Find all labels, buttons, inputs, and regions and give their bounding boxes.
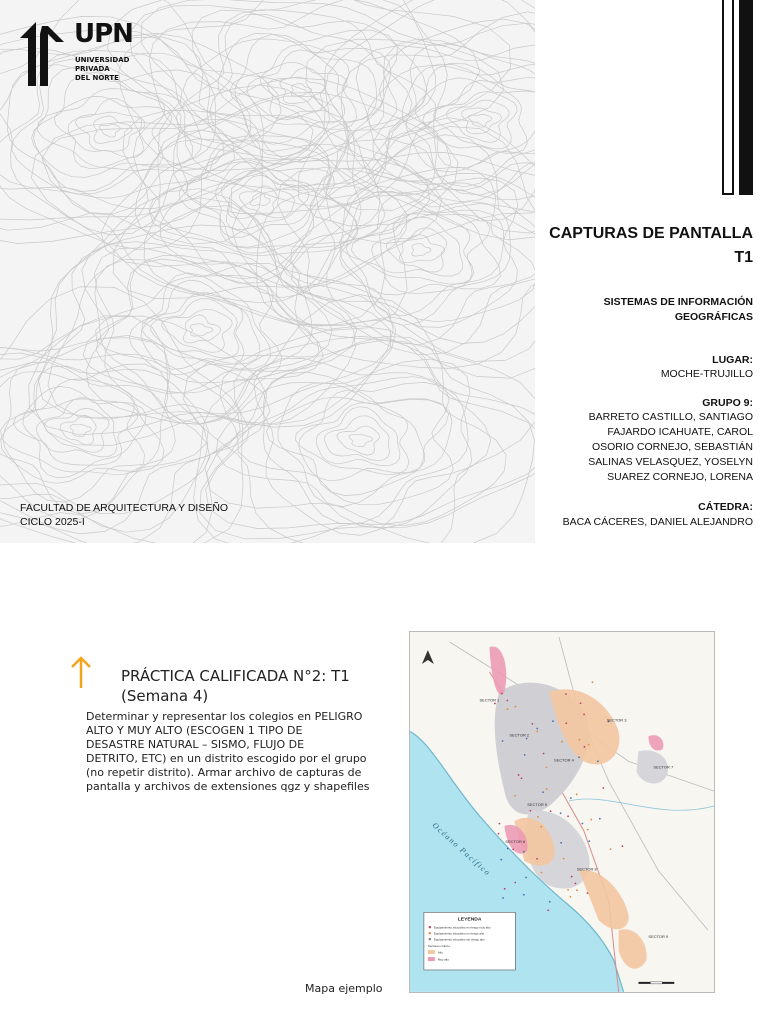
- contour-line: [206, 336, 535, 528]
- school-point: [537, 816, 539, 818]
- map-legend: [424, 912, 515, 970]
- course-name: [604, 295, 753, 325]
- cover-panel: [0, 0, 535, 543]
- catedra-value: BACA CÁCERES, DANIEL ALEJANDRO: [562, 516, 753, 528]
- school-point: [530, 810, 532, 812]
- school-point: [599, 818, 601, 820]
- practice-instructions: [86, 710, 388, 794]
- school-point: [546, 788, 548, 790]
- school-point: [523, 851, 525, 853]
- contour-line: [316, 168, 535, 345]
- school-point: [580, 702, 582, 704]
- school-point: [532, 723, 534, 725]
- school-point: [502, 740, 504, 742]
- contour-line: [337, 426, 380, 455]
- contour-line: [280, 77, 325, 103]
- contour-line: [316, 407, 400, 466]
- ocean-label: Océano Pacífico: [430, 820, 493, 878]
- contour-line: [108, 0, 511, 213]
- school-point: [592, 681, 594, 683]
- sector-label: SECTOR 6: [505, 838, 526, 844]
- instruction-line: ALTO Y MUY ALTO (ESCOGEN 1 TIPO DE: [86, 724, 303, 737]
- school-point: [506, 700, 508, 702]
- contour-line: [141, 280, 260, 369]
- school-point: [561, 741, 563, 743]
- sector-label: SECTOR 7: [653, 764, 674, 770]
- contour-line: [372, 217, 463, 276]
- school-point: [622, 845, 624, 847]
- school-point: [576, 793, 578, 795]
- contour-line: [412, 244, 431, 257]
- arrow-up-icon: [70, 655, 92, 689]
- practice-title-line-1: PRÁCTICA CALIFICADA N°2: T1: [121, 667, 350, 685]
- legend-title: LEYENDA: [457, 917, 482, 923]
- school-point: [514, 795, 516, 797]
- school-point: [507, 708, 509, 710]
- school-point: [567, 889, 569, 891]
- scale-bar: [638, 982, 674, 984]
- contour-line: [183, 315, 221, 343]
- instruction-line: pantalla y archivos de extensiones qgz y shapefiles: [86, 780, 370, 793]
- practice-title: [121, 666, 350, 706]
- school-point: [602, 787, 604, 789]
- contour-line: [54, 97, 172, 169]
- school-point: [526, 738, 528, 740]
- contour-line: [0, 353, 208, 519]
- instruction-line: DESASTRE NATURAL – SISMO, FLUJO DE: [86, 738, 305, 751]
- decorative-bar-solid: [739, 0, 753, 195]
- legend-item: Sectores críticos: [427, 944, 450, 949]
- contour-line: [325, 416, 390, 461]
- cycle: CICLO 2025-I: [20, 516, 85, 528]
- school-point: [590, 819, 592, 821]
- sector-label: SECTOR 2: [509, 732, 530, 738]
- school-point: [524, 754, 526, 756]
- school-point: [541, 872, 543, 874]
- upn-arrow-icon: [18, 20, 70, 86]
- school-point: [521, 777, 523, 779]
- school-point: [546, 766, 548, 768]
- contour-line: [385, 44, 535, 191]
- school-point: [494, 703, 496, 705]
- school-point: [501, 693, 503, 695]
- contour-line: [95, 259, 312, 423]
- instruction-line: DETRITO, ETC) en un distrito escogido por el grupo: [86, 752, 367, 765]
- logo-line-2: PRIVADA: [75, 65, 110, 73]
- school-point: [597, 760, 599, 762]
- course-line-2: GEOGRÁFICAS: [674, 311, 753, 323]
- logo-wordmark: UPN: [74, 19, 133, 49]
- school-point: [502, 897, 504, 899]
- map-caption: Mapa ejemplo: [305, 982, 383, 995]
- title-line-1: CAPTURAS DE PANTALLA: [549, 225, 753, 242]
- contour-line: [190, 324, 213, 336]
- school-point: [563, 858, 565, 860]
- school-point: [588, 744, 590, 746]
- sector-label: SECTOR 9: [648, 934, 669, 940]
- course-line-1: SISTEMAS DE INFORMACIÓN: [603, 296, 753, 308]
- school-point: [578, 756, 580, 758]
- school-point: [581, 823, 583, 825]
- contour-line: [218, 34, 391, 157]
- school-point: [525, 877, 527, 879]
- legend-item: Equipamiento educativo en riesgo muy alto: [433, 925, 491, 930]
- school-point: [588, 840, 590, 842]
- logo-subtitle: [75, 56, 145, 83]
- school-point: [587, 892, 589, 894]
- school-point: [549, 901, 551, 903]
- school-point: [515, 706, 517, 708]
- school-point: [571, 876, 573, 878]
- school-point: [540, 826, 542, 828]
- school-point: [542, 791, 544, 793]
- sector-label: SECTOR 1: [479, 697, 500, 703]
- contour-line: [1, 379, 145, 475]
- instruction-line: (no repetir distrito). Armar archivo de capturas de: [86, 766, 362, 779]
- sector-label: SECTOR 8: [576, 866, 597, 872]
- school-point: [550, 810, 552, 812]
- legend-item: Equipamiento educativo sin riesgo alto: [433, 937, 485, 942]
- contour-line: [399, 235, 444, 263]
- contour-line: [340, 186, 510, 326]
- school-point: [552, 720, 554, 722]
- contour-line: [386, 228, 447, 272]
- contour-line: [239, 186, 277, 215]
- member: OSORIO CORNEJO, SEBASTIÁN: [591, 441, 753, 453]
- school-point: [575, 883, 577, 885]
- contour-line: [232, 118, 535, 379]
- school-point: [498, 833, 500, 835]
- school-point: [499, 823, 501, 825]
- school-point: [514, 882, 516, 884]
- decorative-bar-outline: [722, 0, 734, 195]
- contour-line: [23, 387, 146, 478]
- contour-line: [162, 309, 233, 352]
- title-line-2: T1: [734, 249, 753, 266]
- member: SALINAS VELASQUEZ, YOSELYN: [588, 456, 753, 468]
- school-point: [565, 722, 567, 724]
- member-list: [588, 410, 753, 485]
- contour-line: [468, 114, 492, 127]
- school-point: [504, 888, 506, 890]
- contour-line: [267, 68, 326, 112]
- faculty-block: [20, 501, 228, 529]
- school-point: [512, 848, 514, 850]
- practice-title-line-2: (Semana 4): [121, 687, 209, 705]
- contour-line: [100, 124, 121, 137]
- member: SUAREZ CORNEJO, LORENA: [607, 471, 753, 483]
- school-point: [584, 746, 586, 748]
- school-point: [579, 739, 581, 741]
- school-point: [570, 797, 572, 799]
- school-point: [565, 693, 567, 695]
- school-point: [536, 858, 538, 860]
- school-point: [583, 713, 585, 715]
- school-point: [500, 859, 502, 861]
- upn-logo: [18, 20, 148, 90]
- contour-line: [0, 316, 208, 532]
- catedra-label: CÁTEDRA:: [698, 501, 753, 513]
- school-point: [518, 774, 520, 776]
- lugar-value: MOCHE-TRUJILLO: [660, 368, 753, 380]
- school-point: [523, 894, 525, 896]
- school-point: [560, 842, 562, 844]
- logo-line-1: UNIVERSIDAD: [75, 56, 130, 64]
- lugar-label: LUGAR:: [712, 354, 753, 366]
- example-map: [409, 631, 715, 993]
- document-title: [549, 222, 753, 270]
- faculty-name: FACULTAD DE ARQUITECTURA Y DISEÑO: [20, 502, 229, 514]
- school-point: [610, 848, 612, 850]
- school-point: [536, 728, 538, 730]
- contour-line: [254, 359, 491, 536]
- school-point: [569, 896, 571, 898]
- grupo-label: GRUPO 9:: [702, 397, 753, 409]
- legend-item: Equipamiento educativo en riesgo alto: [433, 931, 485, 936]
- legend-item: Alto: [437, 950, 443, 955]
- member: FAJARDO ICAHUATE, CAROL: [607, 426, 753, 438]
- school-point: [547, 909, 549, 911]
- school-point: [587, 829, 589, 831]
- sector-label: SECTOR 4: [554, 757, 574, 763]
- sector-label: SECTOR 5: [527, 802, 548, 808]
- contour-line: [349, 435, 373, 447]
- sector-label: SECTOR 3: [606, 717, 627, 723]
- logo-line-3: DEL NORTE: [75, 74, 119, 82]
- contour-line: [295, 403, 409, 475]
- contour-line: [76, 112, 146, 151]
- school-point: [536, 731, 538, 733]
- legend-item: Muy alto: [437, 957, 450, 962]
- member: BARRETO CASTILLO, SANTIAGO: [588, 411, 753, 423]
- school-point: [567, 815, 569, 817]
- school-point: [543, 753, 545, 755]
- school-point: [560, 812, 562, 814]
- instruction-line: Determinar y representar los colegios en PELIGRO: [86, 710, 363, 723]
- contour-line: [423, 80, 528, 153]
- school-point: [576, 889, 578, 891]
- school-point: [507, 848, 509, 850]
